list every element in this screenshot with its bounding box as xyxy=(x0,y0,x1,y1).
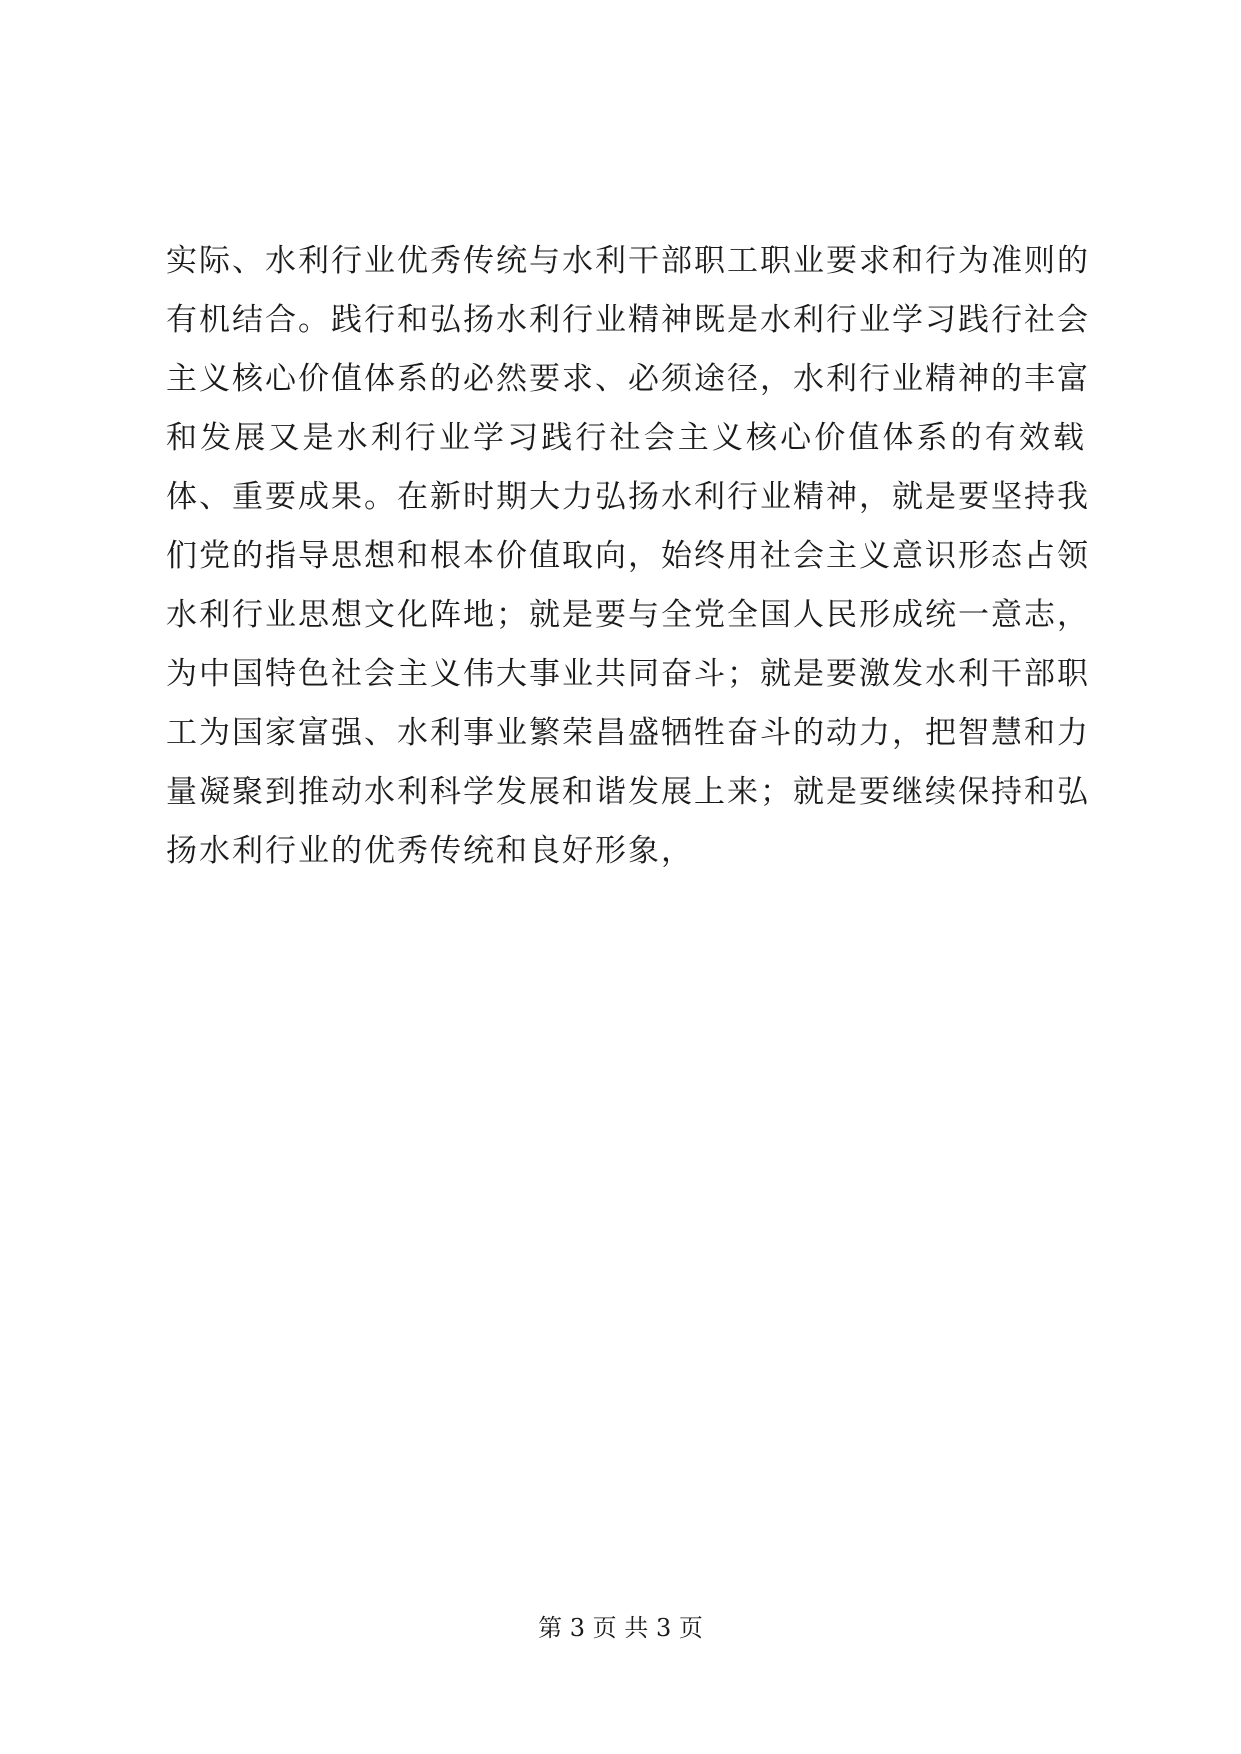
paragraph-line-8: 为中国特色社会主义伟大事业共同奋斗；就是要激发水利干部职 xyxy=(166,656,1090,692)
paragraph-line-6: 们党的指导思想和根本价值取向，始终用社会主义意识形态占领 xyxy=(166,538,1090,574)
paragraph-line-4: 和发展又是水利行业学习践行社会主义核心价值体系的有效载 xyxy=(166,420,1086,456)
paragraph-line-5: 体、重要成果。在新时期大力弘扬水利行业精神，就是要坚持我 xyxy=(166,479,1090,515)
paragraph-line-10: 量凝聚到推动水利科学发展和谐发展上来；就是要继续保持和弘 xyxy=(166,774,1090,810)
paragraph-line-1: 实际、水利行业优秀传统与水利干部职工职业要求和行为准则的 xyxy=(166,243,1090,279)
body-paragraph xyxy=(166,232,1090,881)
page-footer-number: 第 3 页 共 3 页 xyxy=(538,1614,703,1642)
paragraph-line-2: 有机结合。践行和弘扬水利行业精神既是水利行业学习践行社会 xyxy=(166,302,1090,338)
paragraph-line-11: 扬水利行业的优秀传统和良好形象， xyxy=(166,833,694,869)
paragraph-line-7: 水利行业思想文化阵地；就是要与全党全国人民形成统一意志， xyxy=(166,597,1090,633)
paragraph-line-9: 工为国家富强、水利事业繁荣昌盛牺牲奋斗的动力，把智慧和力 xyxy=(166,715,1090,751)
paragraph-line-3: 主义核心价值体系的必然要求、必须途径，水利行业精神的丰富 xyxy=(166,361,1090,397)
